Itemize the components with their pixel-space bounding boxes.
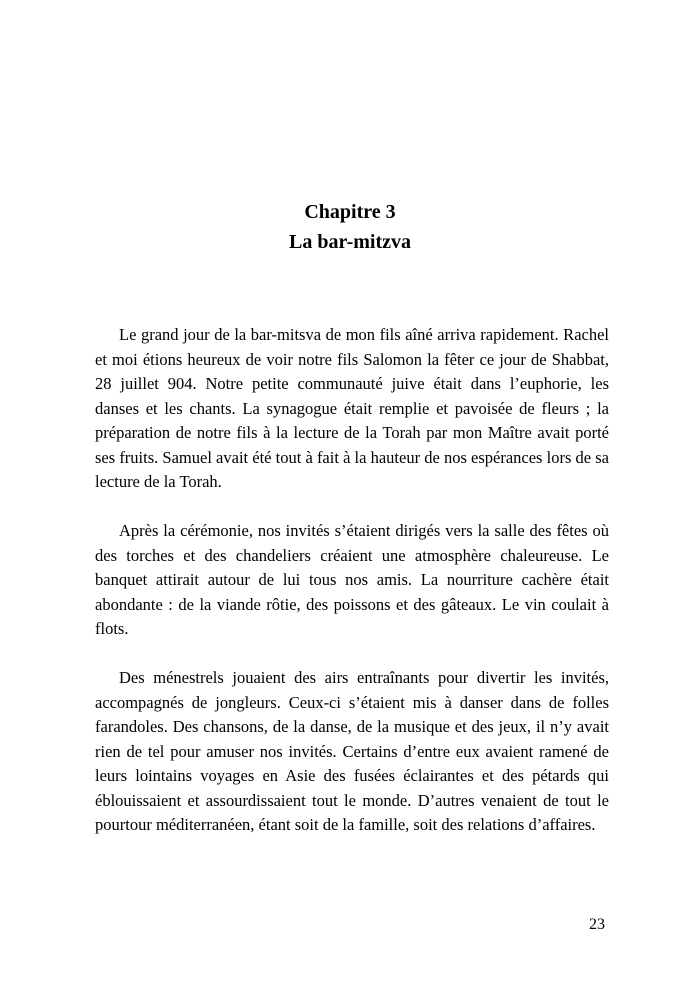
- paragraph-3: Des ménestrels jouaient des airs entraînants pour divertir les invités, accompagnés de jongleurs. Ceux-ci s’étaient mis à danser dans de folles farandoles. Des chansons, de la danse, de la musique et des jeux, il n’y avait rien de tel pour amuser nos invités. Certains d’entre eux avaient ramené de leurs lointains voyages en Asie des fusées éclairantes et des pétards qui éblouissaient et assourdissaient tout le monde. D’autres venaient de tout le pourtour méditerranéen, étant soit de la famille, soit des relations d’affaires.: [95, 668, 609, 834]
- body-text: [95, 323, 609, 838]
- chapter-heading: [0, 197, 700, 257]
- paragraph-2: Après la cérémonie, nos invités s’étaient dirigés vers la salle des fêtes où des torches et des chandeliers créaient une atmosphère chaleureuse. Le banquet attirait autour de lui tous nos amis. La nourriture cachère était abondante : de la viande rôtie, des poissons et des gâteaux. Le vin coulait à flots.: [95, 521, 609, 638]
- page-number: 23: [589, 916, 605, 933]
- chapter-title: La bar-mitzva: [288, 231, 411, 253]
- chapter-number: Chapitre 3: [304, 201, 396, 223]
- paragraph-1: Le grand jour de la bar-mitsva de mon fils aîné arriva rapidement. Rachel et moi étions heureux de voir notre fils Salomon la fêter ce jour de Shabbat, 28 juillet 904. Notre petite communauté juive était dans l’euphorie, les danses et les chants. La synagogue était remplie et pavoisée de fleurs ; la préparation de notre fils à la lecture de la Torah par mon Maître avait porté ses fruits. Samuel avait été tout à fait à la hauteur de nos espérances lors de sa lecture de la Torah.: [95, 325, 609, 491]
